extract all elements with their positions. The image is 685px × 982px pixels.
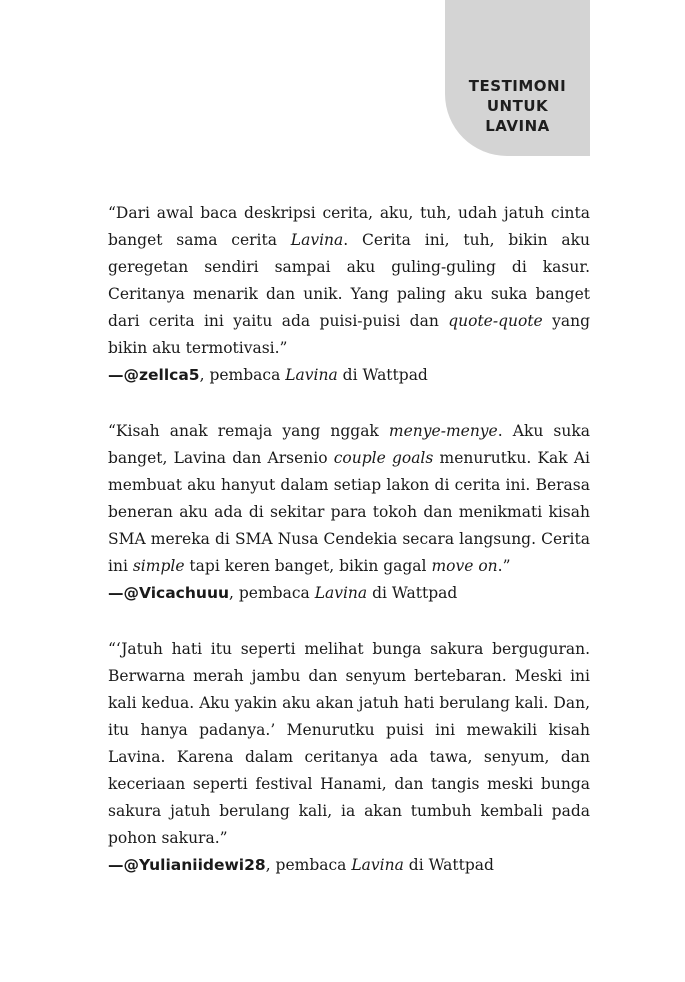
reviewer-handle: @Yulianiidewi28 [123,856,266,874]
section-title [445,76,590,136]
section-title-line-1: TESTIMONI [468,77,567,95]
quote-text-run: “Dari awal baca deskripsi cerita, aku, tuh, udah jatuh cinta banget sama cerita [108,204,590,249]
quote-text-run: yang bikin aku termotivasi.” [108,312,590,357]
dash: — [108,366,124,384]
dash: — [108,584,124,602]
testimonial-3 [108,636,590,879]
testimonial-attribution [108,362,590,389]
reviewer-handle: @zellca5 [123,366,200,384]
section-title-line-3: LAVINA [485,117,550,135]
quote-text-run: . Cerita ini, tuh, bikin aku geregetan sendiri sampai aku guling-guling di kasur. Ceritanya menarik dan unik. Yang paling aku suka banget dari cerita ini yaitu ada puisi-puisi dan [108,231,590,330]
reviewer-handle: @Vicachuuu [123,584,230,602]
section-title-line-2: UNTUK [486,97,549,115]
quote-text-run: “‘Jatuh hati itu seperti melihat bunga sakura berguguran. Berwarna merah jambu dan senyum bertebaran. Meski ini kali kedua. Aku yakin aku akan jatuh hati berulang kali. Dan, itu hanya padanya.’ Menurutku puisi ini mewakili kisah Lavina. Karena dalam ceritanya ada tawa, senyum, dan keceriaan seperti festival Hanami, dan tangis meski bunga sakura jatuh berulang kali, ia akan tumbuh kembali pada pohon sakura.” [108,640,590,847]
quote-italic-run: Lavina [290,231,344,249]
quote-text-run: “Kisah anak remaja yang nggak [108,422,389,440]
attribution-suffix: di Wattpad [403,856,494,874]
testimonial-attribution [108,852,590,879]
quote-italic-run: simple [132,557,185,575]
testimonial-quote [108,418,590,580]
book-title: Lavina [285,366,338,384]
testimonial-list [108,200,590,908]
quote-italic-run: couple goals [333,449,434,467]
attribution-suffix: di Wattpad [337,366,428,384]
testimonial-quote [108,200,590,362]
attribution-prefix: , pembaca [265,856,352,874]
testimonial-quote [108,636,590,852]
quote-text-run: menurutku. Kak Ai membuat aku hanyut dalam setiap lakon di cerita ini. Berasa beneran aku ada di sekitar para tokoh dan menikmati kisah SMA mereka di SMA Nusa Cendekia secara langsung. Cerita ini [108,449,591,575]
attribution-suffix: di Wattpad [367,584,458,602]
attribution-prefix: , pembaca [229,584,315,602]
book-title: Lavina [351,856,404,874]
testimonial-attribution [108,580,590,607]
quote-italic-run: move on [431,557,498,575]
quote-text-run: .” [497,557,511,575]
section-tab [445,0,590,156]
quote-italic-run: menye-menye [388,422,498,440]
book-title: Lavina [314,584,368,602]
quote-italic-run: quote-quote [448,312,543,330]
testimonial-1 [108,200,590,389]
attribution-prefix: , pembaca [199,366,286,384]
quote-text-run: tapi keren banget, bikin gagal [184,557,432,575]
quote-text-run: . Aku suka banget, Lavina dan Arsenio [108,422,590,467]
testimonial-2 [108,418,590,607]
dash: — [108,856,124,874]
